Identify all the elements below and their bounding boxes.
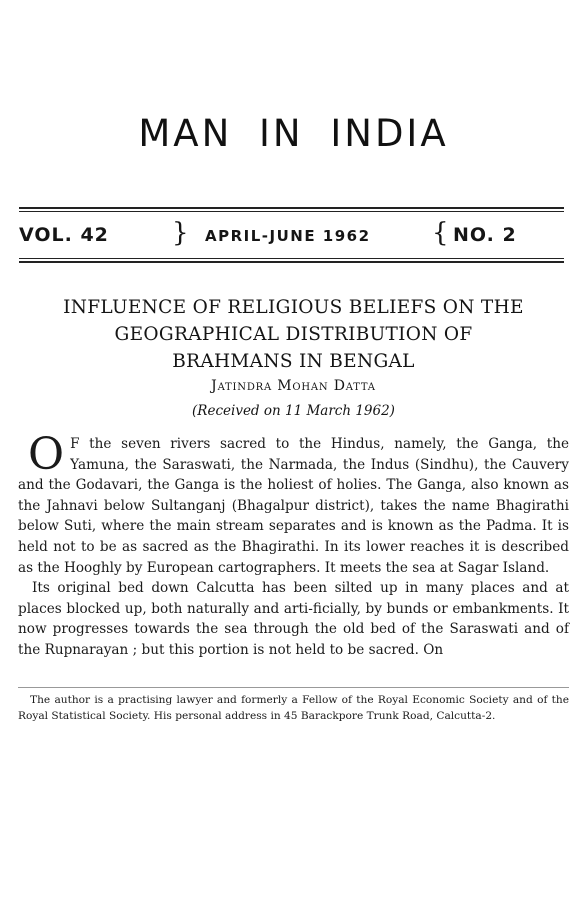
issue-date: APRIL-JUNE 1962 bbox=[205, 227, 371, 245]
article-author: Jatindra Mohan Datta bbox=[211, 378, 376, 394]
issue-number: NO. 2 bbox=[453, 224, 517, 246]
journal-title: MAN IN INDIA bbox=[138, 112, 449, 155]
drop-cap: O bbox=[28, 429, 65, 480]
header-rule-top bbox=[19, 207, 564, 209]
article-body bbox=[18, 429, 569, 661]
paragraph-1 bbox=[18, 429, 569, 578]
volume-label: VOL. 42 bbox=[19, 224, 109, 246]
paragraph-2: Its original bed down Calcutta has been silted up in many places and at places blocked up, both naturally and arti-ficially, by bunds or embankments. It now progresses towards the sea through the old bed of the Saraswati and of the Rupnarayan ; but this portion is not held to be sacred. On bbox=[18, 580, 569, 658]
footnote: The author is a practising lawyer and formerly a Fellow of the Royal Economic Society and of the Royal Statistical Society. His personal address in 45 Barackpore Trunk Road, Calcutta-2. bbox=[18, 694, 569, 723]
brace-right: { bbox=[432, 218, 449, 248]
article-title-line-2: GEOGRAPHICAL DISTRIBUTION OF bbox=[114, 324, 473, 345]
issue-info-row bbox=[19, 218, 564, 252]
received-date: (Received on 11 March 1962) bbox=[192, 403, 395, 419]
header-rule-bottom-thin bbox=[19, 258, 564, 259]
header-rule-top-thin bbox=[19, 211, 564, 212]
article-title-line-1: INFLUENCE OF RELIGIOUS BELIEFS ON THE bbox=[63, 297, 524, 318]
brace-left: } bbox=[172, 218, 189, 248]
article-title-line-3: BRAHMANS IN BENGAL bbox=[172, 351, 415, 372]
article-title bbox=[0, 294, 587, 375]
header-rule-bottom bbox=[19, 261, 564, 263]
footnote-rule bbox=[18, 687, 569, 688]
paragraph-1-text: F the seven rivers sacred to the Hindus, namely, the Ganga, the Yamuna, the Saraswati, the Narmada, the Indus (Sindhu), the Cauvery and the Godavari, the Ganga is the holiest of holies. The Ganga, also known as the Jahnavi below Sultanganj (Bhagalpur district), takes the name Bhagirathi below Suti, where the main stream separates and is known as the Padma. It is held not to be as sacred as the Bhagirathi. In its lower reaches it is described as the Hooghly by European cartographers. It meets the sea at Sagar Island. bbox=[18, 436, 569, 576]
